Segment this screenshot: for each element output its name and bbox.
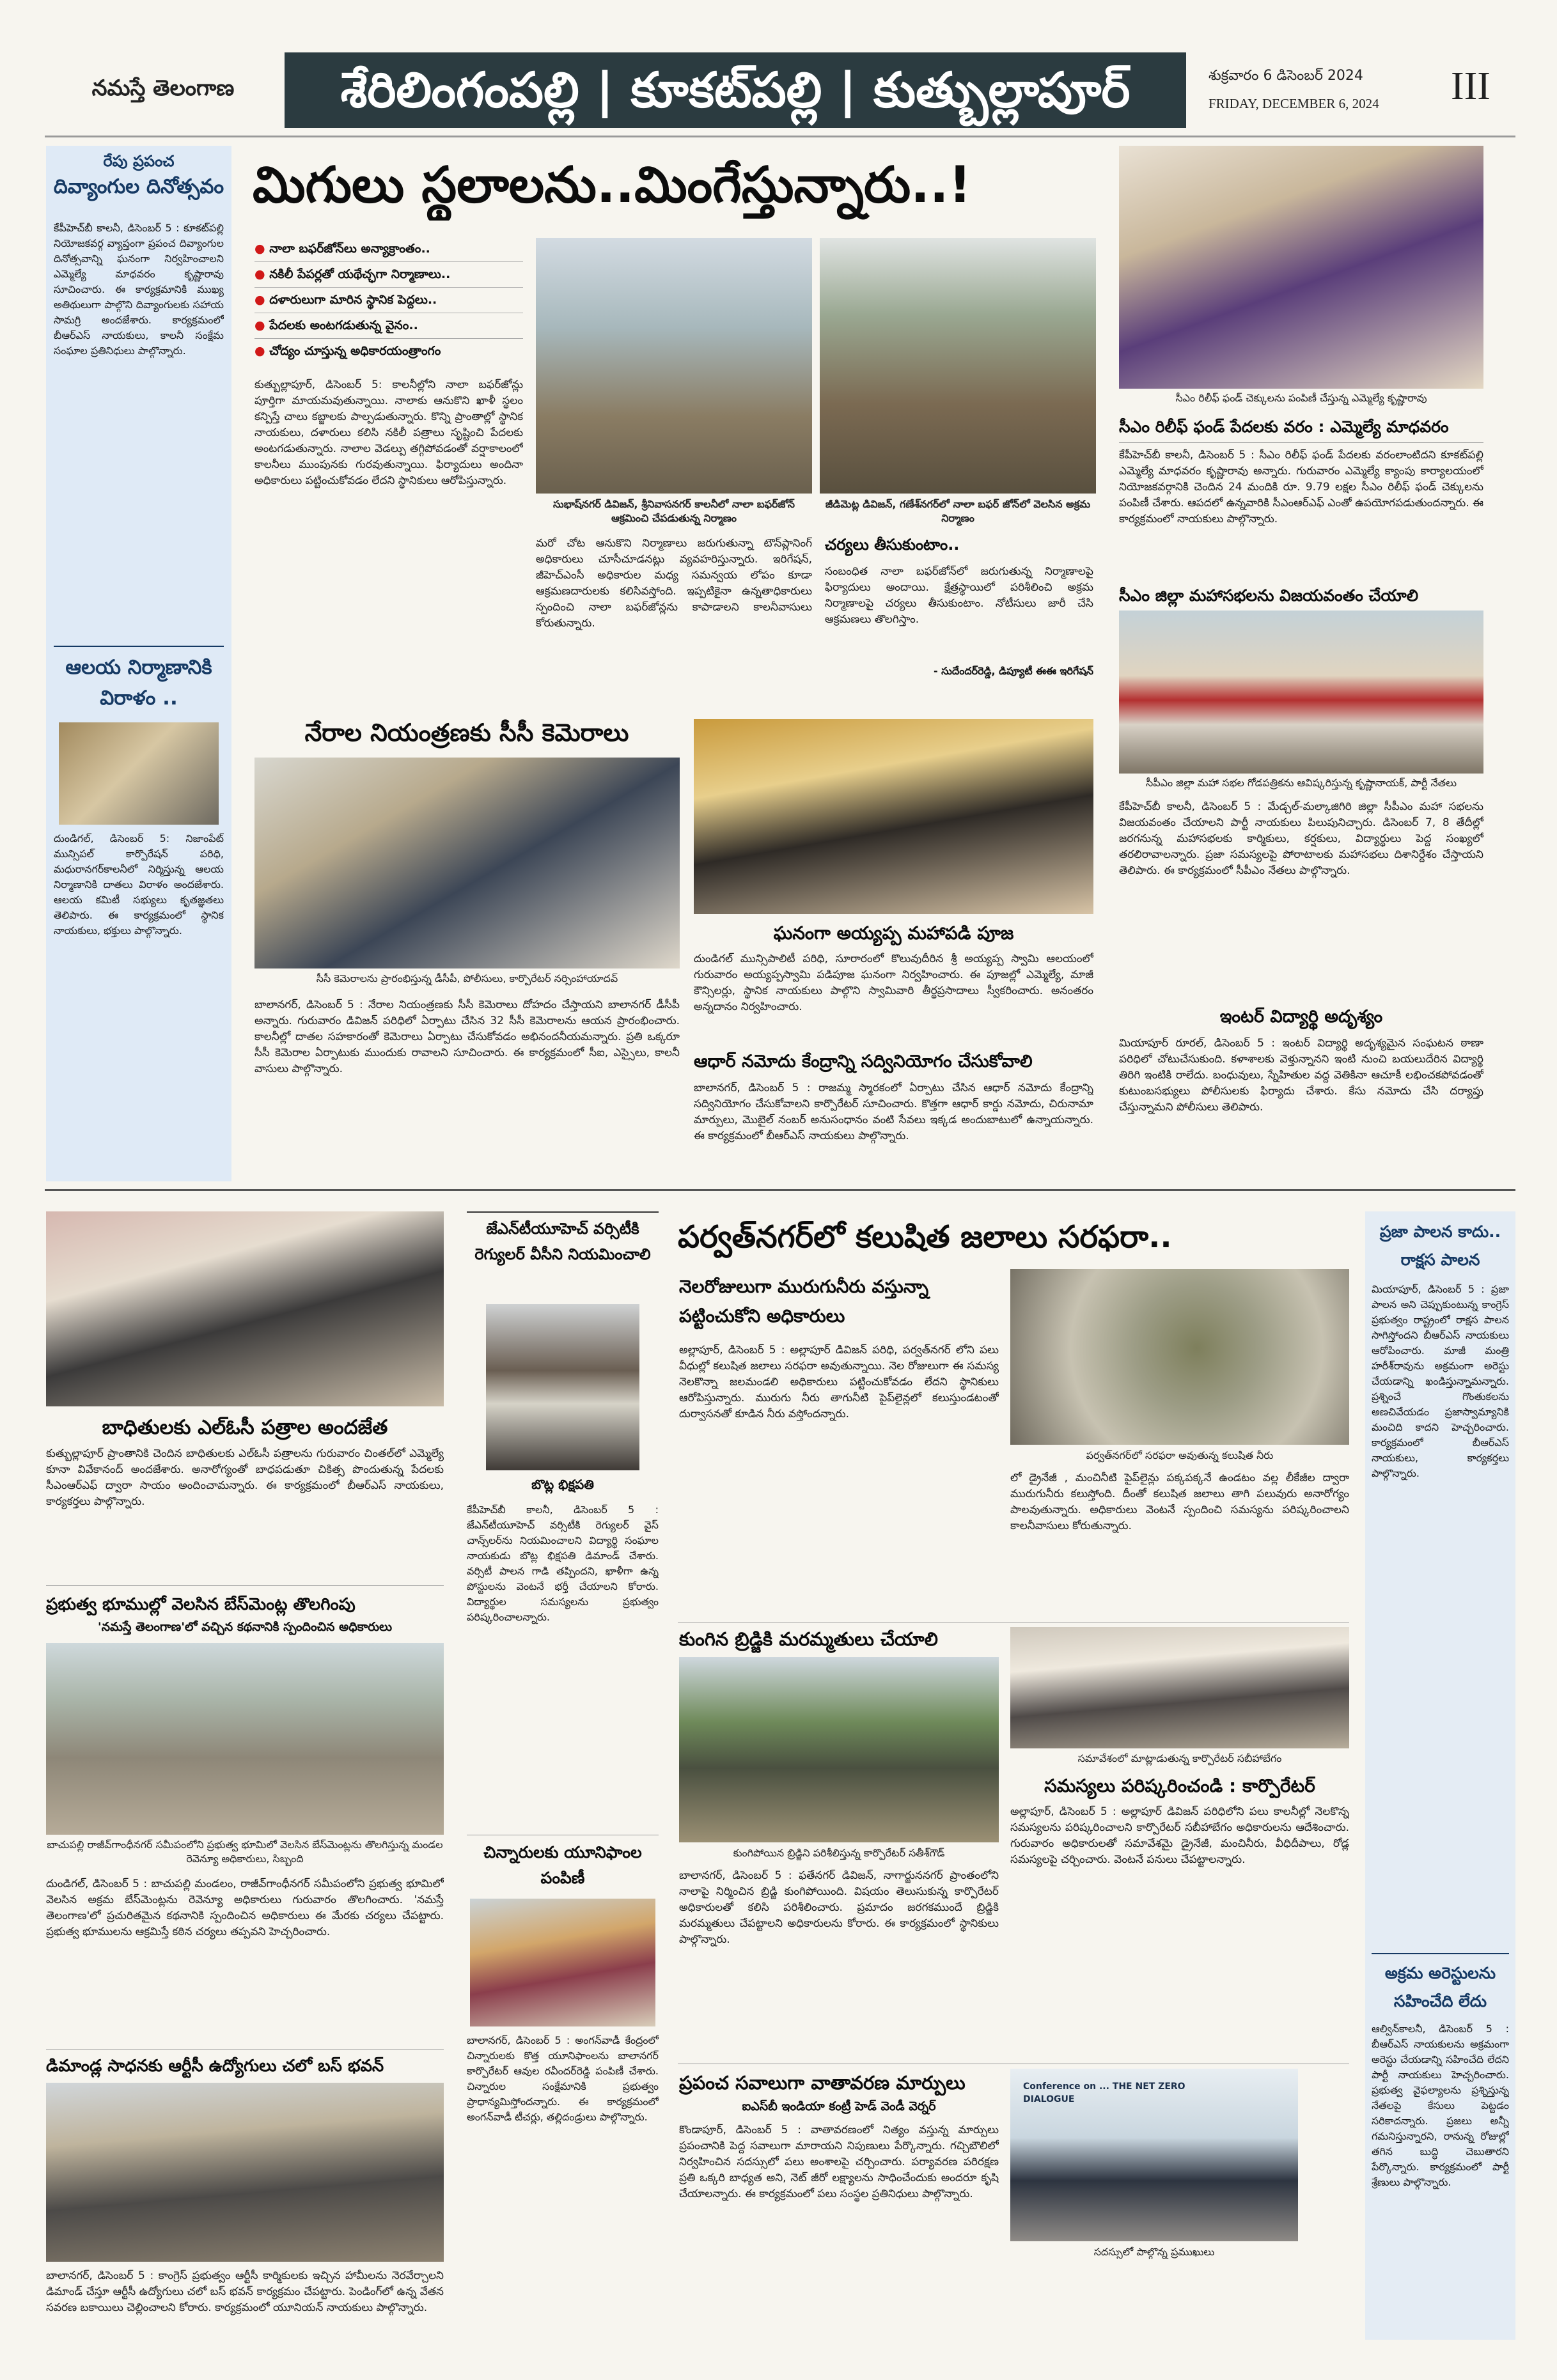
corporator-headline: సమస్యలు పరిష్కరించండి : కార్పొరేటర్ [1044,1775,1315,1796]
polluted-photo [1010,1269,1349,1445]
lead-photo-2 [820,238,1096,494]
jntu-box [467,1211,659,1213]
basement-body: దుండిగల్, డిసెంబర్ 5 : బాచుపల్లి మండలం, రాజీవ్‌గాంధీనగర్ సమీపంలోని ప్రభుత్వ భూమిలో వెలసిన అక్రమ బేస్‌మెంట్లను రెవెన్యూ అధికారులు గురువారం తొలగించారు. 'నమస్తే తెలంగాణ'లో ప్రచురితమైన కథనానికి స్పందించిన అధికారులు ఈ మేరకు చర్యలు చేపట్టారు. ప్రభుత్వ భూములను ఆక్రమిస్తే కఠిన చర్యలు తప్పవని హెచ్చరించారు. [46,1878,444,1938]
bridge-body: బాలానగర్, డిసెంబర్ 5 : ఫతేనగర్ డివిజన్, నాగార్జుననగర్ ప్రాంతంలోని నాలాపై నిర్మించిన బ్రిడ్జి కుంగిపోయింది. విషయం తెలుసుకున్న కార్పొరేటర్ అధికారులతో కలిసి పరిశీలించారు. ప్రమాదం జరగకముందే బ్రిడ్జికి మరమ్మతులు చేపట్టాలని అధికారులను కోరారు. ఈ కార్యక్రమంలో స్థానికులు పాల్గొన్నారు. [679,1869,999,1946]
polluted-caption: పర్వత్‌నగర్‌లో సరఫరా అవుతున్న కలుషిత నీరు [1086,1449,1274,1461]
ayyappa-photo [694,719,1093,914]
uniform-photo [470,1899,655,2026]
arrest-headline: అక్రమ అరెస్టులను సహించేది లేదు [1384,1964,1496,2011]
lead-headline: మిగులు స్థలాలను..మింగేస్తున్నారు..! [253,157,972,214]
uniform-headline: చిన్నారులకు యూనిఫాంల పంపిణీ [483,1843,642,1887]
temple-headline: ఆలయ నిర్మాణానికి విరాళం .. [65,656,212,710]
bridge-headline: కుంగిన బ్రిడ్జికి మరమ్మతులు చేయాలి [679,1628,938,1650]
jntu-headline: జేఎన్‌టీయూహెచ్ వర్సిటీకి రెగ్యులర్ వీసీని నియమించాలి [474,1220,651,1263]
polluted-body-2: లో డ్రైనేజీ , మంచినీటి పైప్‌లైన్లు పక్కపక్కనే ఉండటం వల్ల లీకేజీల ద్వారా మురుగునీరు కలుస్తోంది. దీంతో కలుషిత జలాలు తాగి పలువురు అనారోగ్యం పాలవుతున్నారు. అధికారులు వెంటనే స్పందించి సమస్యను పరిష్కరించాలని కాలనీవాసులు కోరుతున్నారు. [1010,1472,1349,1532]
brand-logo: నమస్తే తెలంగాణ [91,75,235,101]
climate-photo [1010,2069,1298,2241]
polluted-headline: పర్వత్‌నగర్‌లో కలుషిత జలాలు సరఫరా.. [678,1219,1172,1255]
praja-palana-body: మియాపూర్, డిసెంబర్ 5 : ప్రజా పాలన అని చెప్పుకుంటున్న కాంగ్రెస్ ప్రభుత్వం రాష్ట్రంలో రాక్షస పాలన సాగిస్తోందని బీఆర్‌ఎస్ నాయకులు ఆరోపించారు. మాజీ మంత్రి హరీశ్‌రావును అక్రమంగా అరెస్టు చేయడాన్ని ఖండిస్తున్నామన్నారు. ప్రశ్నించే గొంతుకలను అణచివేయడం ప్రజాస్వామ్యానికి మంచిది కాదని హెచ్చరించారు. కార్యక్రమంలో బీఆర్‌ఎస్ నాయకులు, కార్యకర్తలు పాల్గొన్నారు. [1372,1283,1509,1479]
aadhaar-body: బాలానగర్, డిసెంబర్ 5 : రాజమ్మ స్మారకంలో ఏర్పాటు చేసిన ఆధార్ నమోదు కేంద్రాన్ని సద్వినియోగం చేసుకోవాలని కార్పొరేటర్ సూచించారు. కొత్తగా ఆధార్ కార్డు నమోదు, చిరునామా మార్పులు, మొబైల్ నంబర్ అనుసంధానం వంటి సేవలు ఇక్కడ అందుబాటులో ఉన్నాయన్నారు. ఈ కార్యక్రమంలో బీఆర్‌ఎస్ నాయకులు పాల్గొన్నారు. [694,1082,1093,1142]
aadhaar-headline: ఆధార్ నమోదు కేంద్రాన్ని సద్వినియోగం చేసుకోవాలి [694,1052,1033,1071]
inter-headline: ఇంటర్ విద్యార్థి అదృశ్యం [1219,1007,1383,1027]
lead-bullet: ● దళారులుగా మారిన స్థానిక పెద్దలు.. [254,288,523,313]
noc-headline: బాధితులకు ఎల్‌ఓసీ పత్రాల అందజేత [102,1416,388,1439]
cmrf-photo [1119,146,1483,389]
cmrf-headline: సీఎం రిలీఫ్ ఫండ్ పేదలకు వరం : ఎమ్మెల్యే మాధవరం [1119,417,1449,436]
jntu-photo [486,1304,639,1470]
inter-body: మియాపూర్ రూరల్, డిసెంబర్ 5 : ఇంటర్ విద్యార్థి అదృశ్యమైన సంఘటన ఠాణా పరిధిలో చోటుచేసుకుంది. కళాశాలకు వెళ్తున్నానని ఇంటి నుంచి బయలుదేరిన విద్యార్థి తిరిగి ఇంటికి రాలేదు. బంధువులు, స్నేహితుల వద్ద వెతికినా ఆచూకీ లభించకపోవడంతో కుటుంబసభ్యులు పోలీసులకు ఫిర్యాదు చేశారు. కేసు నమోదు చేసి దర్యాప్తు చేస్తున్నామని పోలీసులు తెలిపారు. [1119,1037,1483,1114]
cctv-photo [254,758,680,968]
masthead-rule [45,136,1515,137]
cmrf-body: కేపీహెచ్‌బీ కాలనీ, డిసెంబర్ 5 : సీఎం రిలీఫ్ ఫండ్ పేదలకు వరంలాంటిదని కూకట్‌పల్లి ఎమ్మెల్యే మాధవరం కృష్ణారావు అన్నారు. గురువారం ఎమ్మెల్యే క్యాంపు కార్యాలయంలో నియోజకవర్గానికి చెందిన 24 మందికి రూ. 9.79 లక్షల సీఎం రిలీఫ్ ఫండ్ చెక్కులను పంపిణీ చేశారు. ఆపదలో ఉన్నవారికి సీఎంఆర్‌ఎఫ్ ఎంతో ఉపయోగపడుతుందన్నారు. ఈ కార్యక్రమంలో నాయకులు పాల్గొన్నారు. [1119,449,1483,525]
lead-body-col2: మరో చోట ఆనుకొని నిర్మాణాలు జరుగుతున్నా టౌన్‌ప్లానింగ్ అధికారులు చూసీచూడనట్లు వ్యవహరిస్తున్నారు. ఇరిగేషన్, జీహెచ్‌ఎంసీ అధికారుల మధ్య సమన్వయ లోపం కూడా ఆక్రమణదారులకు కలిసివస్తోంది. ఇప్పటికైనా ఉన్నతాధికారులు స్పందించి నాలా బఫర్‌జోన్లను కాపాడాలని కాలనీవాసులు కోరుతున్నారు. [536,537,812,630]
corporator-photo [1010,1627,1349,1748]
lead-photo-2-caption: జీడిమెట్ల డివిజన్, గణేశ్‌నగర్‌లో నాలా బఫర్ జోన్‌లో వెలసిన అక్రమ నిర్మాణం [825,498,1091,524]
uniform-body: బాలానగర్, డిసెంబర్ 5 : అంగన్‌వాడీ కేంద్రంలో చిన్నారులకు కొత్త యూనిఫాంలను బాలానగర్ కార్పొరేటర్ ఆవుల రవీందర్‌రెడ్డి పంపిణీ చేశారు. చిన్నారుల సంక్షేమానికి ప్రభుత్వం ప్రాధాన్యమిస్తోందన్నారు. ఈ కార్యక్రమంలో అంగన్‌వాడీ టీచర్లు, తల్లిదండ్రులు పాల్గొన్నారు. [467,2034,659,2123]
page-number: III [1451,65,1490,108]
right-sidebar-rule [1372,1953,1509,1954]
temple-body: దుండిగల్, డిసెంబర్ 5: నిజాంపేట్ మున్సిపల్ కార్పొరేషన్ పరిధి, మధురానగర్‌కాలనీలో నిర్మిస్తున్న ఆలయ నిర్మాణానికి దాతలు విరాళం అందజేశారు. ఆలయ కమిటీ సభ్యులు కృతజ్ఞతలు తెలిపారు. ఈ కార్యక్రమంలో స్థానిక నాయకులు, భక్తులు పాల్గొన్నారు. [54,832,224,937]
bridge-caption: కుంగిపోయిన బ్రిడ్జిని పరిశీలిస్తున్న కార్పొరేటర్ సతీశ్‌గౌడ్ [733,1847,945,1859]
cm-sabha-caption: సీపీఎం జిల్లా మహా సభల గోడపత్రికను ఆవిష్కరిస్తున్న కృష్ణానాయక్, పార్టీ నేతలు [1145,777,1457,789]
divyang-kicker: రేపు ప్రపంచ [103,152,175,170]
lead-byline: - సుదేందర్‌రెడ్డి, డిప్యూటీ ఈఈ ఇరిగేషన్ [933,665,1093,677]
jntu-byline: బొట్ల భిక్షపతి [531,1477,594,1492]
basement-photo [46,1643,444,1835]
lead-body-col1: కుత్బుల్లాపూర్, డిసెంబర్ 5: కాలనీల్లోని నాలా బఫర్‌జోన్లు పూర్తిగా మాయమవుతున్నాయి. నాలాకు ఆనుకొని ఖాళీ స్థలం కన్పిస్తే చాలు కబ్జాలకు పాల్పడుతున్నారు. కొన్ని ప్రాంతాల్లో స్థానిక నాయకులు, దళారులు కలిసి నకిలీ పత్రాలు సృష్టించి పేదలకు అంటగడుతున్నారు. నాలాల వెడల్పు తగ్గిపోవడంతో వర్షాకాలంలో కాలనీలు ముంపునకు గురవుతున్నాయి. ఫిర్యాదులు అందినా అధికారులు పట్టించుకోవడం లేదని స్థానికులు ఆరోపిస్తున్నారు. [254,378,523,487]
polluted-subhead: నెలరోజులుగా మురుగునీరు వస్తున్నా పట్టించుకోని అధికారులు [679,1276,929,1326]
cctv-caption: సీసీ కెమెరాలను ప్రారంభిస్తున్న డీసీపీ, పోలీసులు, కార్పొరేటర్ నర్సింహాయాదవ్ [316,972,618,984]
praja-palana-headline: ప్రజా పాలన కాదు.. రాక్షస పాలన [1379,1222,1501,1269]
masthead-title: శేరిలింగంపల్లి | కూకట్‌పల్లి | కుత్బుల్లాపూర్ [340,61,1131,118]
sidebar-rule [54,646,224,647]
lead-bullet: ● నకిలీ పేపర్లతో యథేచ్ఛగా నిర్మాణాలు.. [254,262,523,288]
arrest-body: ఆల్విన్‌కాలనీ, డిసెంబర్ 5 : బీఆర్‌ఎస్ నాయకులను అక్రమంగా అరెస్టు చేయడాన్ని సహించేది లేదని పార్టీ నాయకులు హెచ్చరించారు. ప్రభుత్వ వైఫల్యాలను ప్రశ్నిస్తున్న నేతలపై కేసులు పెట్టడం సరికాదన్నారు. ప్రజలు అన్నీ గమనిస్తున్నారని, రానున్న రోజుల్లో తగిన బుద్ధి చెబుతారని పేర్కొన్నారు. కార్యక్రమంలో పార్టీ శ్రేణులు పాల్గొన్నారు. [1372,2023,1509,2188]
bridge-photo [679,1657,999,1842]
lead-bullet: ● నాలా బఫర్‌జోన్‌లు అన్యాక్రాంతం.. [254,237,523,262]
divyang-body: కేపీహెచ్‌బీ కాలనీ, డిసెంబర్ 5 : కూకట్‌పల్లి నియోజకవర్గ వ్యాప్తంగా ప్రపంచ దివ్యాంగుల దినోత్సవాన్ని ఘనంగా నిర్వహించాలని ఎమ్మెల్యే మాధవరం కృష్ణారావు సూచించారు. ఈ కార్యక్రమానికి ముఖ్య అతిథులుగా పాల్గొని దివ్యాంగులకు సహాయ సామగ్రి అందజేశారు. కార్యక్రమంలో బీఆర్‌ఎస్ నాయకులు, కాలనీ సంక్షేమ సంఘాల ప్రతినిధులు పాల్గొన్నారు. [54,222,224,357]
conference-banner: Conference on ... THE NET ZERO DIALOGUE [1023,2081,1185,2104]
divyang-headline: దివ్యాంగుల దినోత్సవం [53,175,224,198]
basement-caption: బాచుపల్లి రాజీవ్‌గాంధీనగర్ సమీపంలోని ప్రభుత్వ భూమిలో వెలసిన బేస్‌మెంట్లను తొలగిస్తున్న మండల రెవెన్యూ అధికారులు, సిబ్బంది [47,1839,443,1865]
cmrf-rule [1119,442,1483,443]
cctv-headline: నేరాల నియంత్రణకు సీసీ కెమెరాలు [304,719,629,747]
lead-bullet-list [254,237,523,364]
lead-bullet: ● చోద్యం చూస్తున్న అధికారయంత్రాంగం [254,344,441,358]
temple-photo [59,722,219,825]
corporator-body: అల్లాపూర్, డిసెంబర్ 5 : అల్లాపూర్ డివిజన్ పరిధిలోని పలు కాలనీల్లో నెలకొన్న సమస్యలను పరిష్కరించాలని కార్పొరేటర్ సబీహాబేగం అధికారులను ఆదేశించారు. గురువారం అధికారులతో సమావేశమై డ్రైనేజీ, మంచినీరు, వీధిదీపాలు, రోడ్ల సమస్యలపై చర్చించారు. వెంటనే పనులు చేపట్టాలన్నారు. [1010,1805,1349,1866]
lead-photo-1-caption: సుభాష్‌నగర్ డివిజన్, శ్రీనివాసనగర్ కాలనీలో నాలా బఫర్‌జోన్ ఆక్రమించి చేపడుతున్న నిర్మాణం [552,498,795,524]
basement-rule [46,1585,444,1586]
corporator-caption: సమావేశంలో మాట్లాడుతున్న కార్పొరేటర్ సబీహాబేగం [1077,1752,1282,1764]
climate-body: కొండాపూర్, డిసెంబర్ 5 : వాతావరణంలో నిత్యం వస్తున్న మార్పులు ప్రపంచానికి పెద్ద సవాలుగా మారాయని నిపుణులు పేర్కొన్నారు. గచ్చిబౌలిలో నిర్వహించిన సదస్సులో పలు అంశాలపై చర్చించారు. పర్యావరణ పరిరక్షణ ప్రతి ఒక్కరి బాధ్యత అని, నెట్ జీరో లక్ష్యాలను సాధించేందుకు అందరూ కృషి చేయాలన్నారు. ఈ కార్యక్రమంలో పలు సంస్థల ప్రతినిధులు పాల్గొన్నారు. [679,2124,999,2200]
noc-photo [46,1211,444,1406]
lead-photo-1 [536,238,812,494]
ayyappa-body: దుండిగల్ మున్సిపాలిటీ పరిధి, సూరారంలో కొలువుదీరిన శ్రీ అయ్యప్ప స్వామి ఆలయంలో గురువారం అయ్యప్పస్వామి పడిపూజ ఘనంగా నిర్వహించారు. ఈ పూజల్లో ఎమ్మెల్యే, మాజీ కౌన్సిలర్లు, స్థానిక నాయకులు పాల్గొని స్వామివారి తీర్థప్రసాదాలు స్వీకరించారు. అనంతరం అన్నదానం నిర్వహించారు. [694,953,1093,1013]
cm-sabha-photo [1119,611,1483,774]
lead-bullet: ● పేదలకు అంటగడుతున్న వైనం.. [254,313,523,339]
lead-body-col3: సంబంధిత నాలా బఫర్‌జోన్‌లో జరుగుతున్న నిర్మాణాలపై ఫిర్యాదులు అందాయి. క్షేత్రస్థాయిలో పరిశీలించి అక్రమ నిర్మాణాలపై చర్యలు తీసుకుంటాం. నోటీసులు జారీ చేసి ఆక్రమణలు తొలగిస్తాం. [825,565,1093,626]
jntu-body: కేపీహెచ్‌బీ కాలనీ, డిసెంబర్ 5 : జేఎన్‌టీయూహెచ్ వర్సిటీకి రెగ్యులర్ వైస్ చాన్స్‌లర్‌ను నియమించాలని విద్యార్థి సంఘాల నాయకుడు బొట్ల భిక్షపతి డిమాండ్ చేశారు. వర్సిటీ పాలన గాడి తప్పిందని, ఖాళీగా ఉన్న పోస్టులను వెంటనే భర్తీ చేయాలని కోరారు. విద్యార్థుల సమస్యలను ప్రభుత్వం పరిష్కరించాలన్నారు. [467,1504,659,1623]
cctv-body: బాలానగర్, డిసెంబర్ 5 : నేరాల నియంత్రణకు సీసీ కెమెరాలు దోహదం చేస్తాయని బాలానగర్ డీసీపీ అన్నారు. గురువారం డివిజన్ పరిధిలో ఏర్పాటు చేసిన 32 సీసీ కెమెరాలను ఆయన ప్రారంభించారు. కాలనీల్లో దాతల సహకారంతో కెమెరాలు ఏర్పాటు చేసుకోవడం అభినందనీయమన్నారు. ప్రతి ఒక్కరూ సీసీ కెమెరాల ఏర్పాటుకు ముందుకు రావాలని సూచించారు. ఈ కార్యక్రమంలో సీఐ, ఎస్సైలు, కాలనీ వాసులు పాల్గొన్నారు. [254,999,680,1075]
bus-bhavan-body: బాలానగర్, డిసెంబర్ 5 : కాంగ్రెస్ ప్రభుత్వం ఆర్టీసీ కార్మికులకు ఇచ్చిన హామీలను నెరవేర్చాలని డిమాండ్ చేస్తూ ఆర్టీసీ ఉద్యోగులు చలో బస్ భవన్ కార్యక్రమం చేపట్టారు. పెండింగ్‌లో ఉన్న వేతన సవరణ బకాయిలు చెల్లించాలని కోరారు. కార్యక్రమంలో యూనియన్ నాయకులు పాల్గొన్నారు. [46,2269,444,2314]
polluted-body-1: అల్లాపూర్, డిసెంబర్ 5 : అల్లాపూర్ డివిజన్ పరిధి, పర్వత్‌నగర్ లోని పలు వీధుల్లో కలుషిత జలాలు సరఫరా అవుతున్నాయి. నెల రోజులుగా ఈ సమస్య నెలకొన్నా జలమండలి అధికారులు పట్టించుకోవడం లేదని స్థానికులు ఆరోపిస్తున్నారు. మురుగు నీరు తాగునీటి పైప్‌లైన్లలో కలుస్తుండటంతో దుర్వాసనతో కూడిన నీరు వస్తోందన్నారు. [679,1344,999,1420]
basement-headline: ప్రభుత్వ భూముల్లో వెలసిన బేస్‌మెంట్ల తొలగింపు [46,1595,356,1614]
climate-caption: సదస్సులో పాల్గొన్న ప్రముఖులు [1093,2246,1215,2258]
cm-sabha-headline: సీఎం జిల్లా మహాసభలను విజయవంతం చేయాలి [1119,586,1419,605]
bus-bhavan-photo [46,2083,444,2262]
noc-body: కుత్బుల్లాపూర్ ప్రాంతానికి చెందిన బాధితులకు ఎల్‌ఓసీ పత్రాలను గురువారం చింతల్‌లో ఎమ్మెల్యే కూనా వివేకానంద్ అందజేశారు. అనారోగ్యంతో బాధపడుతూ చికిత్స పొందుతున్న పేదలకు సీఎంఆర్‌ఎఫ్ ద్వారా సాయం అందించామన్నారు. ఈ కార్యక్రమంలో బీఆర్‌ఎస్ నాయకులు, కార్యకర్తలు పాల్గొన్నారు. [46,1447,444,1508]
date-telugu: శుక్రవారం 6 డిసెంబర్ 2024 [1209,68,1363,84]
ayyappa-headline: ఘనంగా అయ్యప్ప మహాపడి పూజ [773,922,1014,944]
climate-headline: ప్రపంచ సవాలుగా వాతావరణ మార్పులు [679,2072,966,2094]
lead-subhead: చర్యలు తీసుకుంటాం.. [825,536,960,554]
cm-sabha-body: కేపీహెచ్‌బీ కాలనీ, డిసెంబర్ 5 : మేడ్చల్-మల్కాజిగిరి జిల్లా సీపీఎం మహా సభలను విజయవంతం చేయాలని పార్టీ నాయకులు పిలుపునిచ్చారు. డిసెంబర్ 7, 8 తేదీల్లో జరగనున్న మహాసభలకు కార్మికులు, కర్షకులు, విద్యార్థులు పెద్ద సంఖ్యలో తరలిరావాలన్నారు. ప్రజా సమస్యలపై పోరాటాలకు మహాసభలు దిశానిర్దేశం చేస్తాయని తెలిపారు. ఈ కార్యక్రమంలో సీపీఎం నేతలు పాల్గొన్నారు. [1119,800,1483,877]
climate-subhead: ఐఎస్‌బీ ఇండియా కంట్రీ హెడ్ వెండీ వెర్నర్ [742,2099,936,2113]
basement-subhead: 'నమస్తే తెలంగాణ'లో వచ్చిన కథనానికి స్పందించిన అధికారులు [97,1620,393,1634]
bus-bhavan-headline: డిమాండ్ల సాధనకు ఆర్టీసీ ఉద్యోగులు చలో బస్ భవన్ [46,2057,384,2076]
cmrf-caption: సీఎం రిలీఫ్ ఫండ్ చెక్కులను పంపిణీ చేస్తున్న ఎమ్మెల్యే కృష్ణారావు [1175,392,1427,404]
fold-rule [45,1189,1515,1191]
date-english: FRIDAY, DECEMBER 6, 2024 [1209,96,1379,111]
